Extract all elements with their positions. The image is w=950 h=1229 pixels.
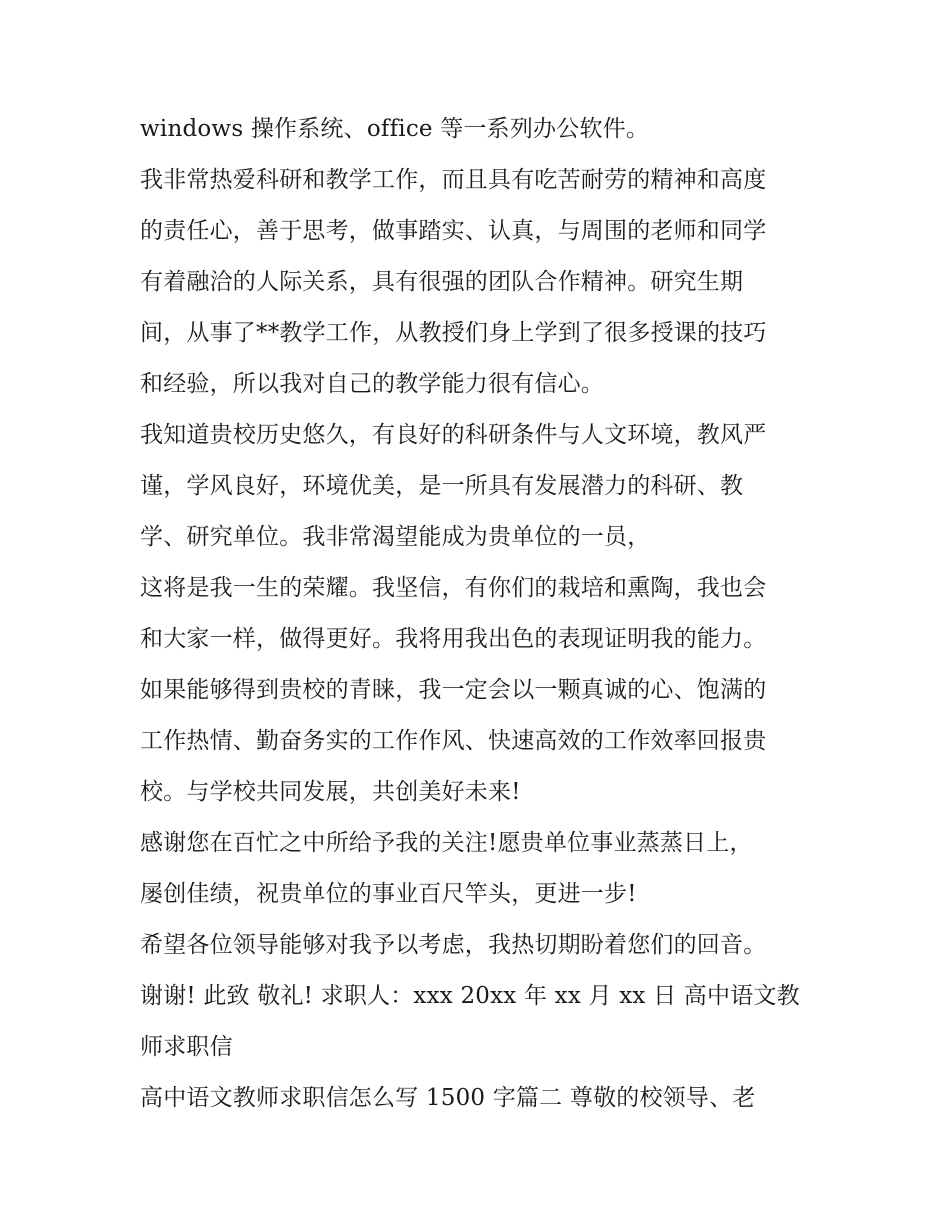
text-line: 的责任心，善于思考，做事踏实、认真，与周围的老师和同学	[140, 218, 767, 244]
text-line: 高中语文教师求职信怎么写 1500 字篇二 尊敬的校领导、老	[140, 1085, 756, 1111]
text-line: 我非常热爱科研和教学工作，而且具有吃苦耐劳的精神和高度	[140, 167, 767, 193]
text-line: 校。与学校共同发展，共创美好未来!	[140, 779, 521, 805]
text-line: 谨，学风良好，环境优美，是一所具有发展潜力的科研、教	[140, 473, 744, 499]
text-line: 我知道贵校历史悠久，有良好的科研条件与人文环境，教风严	[140, 422, 767, 448]
text-line: 工作热情、勤奋务实的工作作风、快速高效的工作效率回报贵	[140, 728, 767, 754]
text-line: 如果能够得到贵校的青睐，我一定会以一颗真诚的心、饱满的	[140, 677, 767, 703]
text-line: 和大家一样，做得更好。我将用我出色的表现证明我的能力。	[140, 626, 767, 652]
text-line: 这将是我一生的荣耀。我坚信，有你们的栽培和熏陶，我也会	[140, 575, 767, 601]
text-line: 和经验，所以我对自己的教学能力很有信心。	[140, 371, 604, 397]
text-line: 希望各位领导能够对我予以考虑，我热切期盼着您们的回音。	[140, 932, 767, 958]
document-body	[140, 104, 820, 1124]
text-line: 间，从事了**教学工作，从教授们身上学到了很多授课的技巧	[140, 320, 767, 346]
text-line: 感谢您在百忙之中所给予我的关注!愿贵单位事业蒸蒸日上，	[140, 830, 753, 856]
text-line: 屡创佳绩，祝贵单位的事业百尺竿头，更进一步!	[140, 881, 637, 907]
text-line: 有着融洽的人际关系，具有很强的团队合作精神。研究生期	[140, 269, 744, 295]
text-line: 师求职信	[140, 1034, 233, 1060]
text-line: 谢谢! 此致 敬礼! 求职人：xxx 20xx 年 xx 月 xx 日 高中语文教	[140, 983, 800, 1009]
text-line: windows 操作系统、office 等一系列办公软件。	[140, 116, 650, 142]
text-line: 学、研究单位。我非常渴望能成为贵单位的一员，	[140, 524, 651, 550]
